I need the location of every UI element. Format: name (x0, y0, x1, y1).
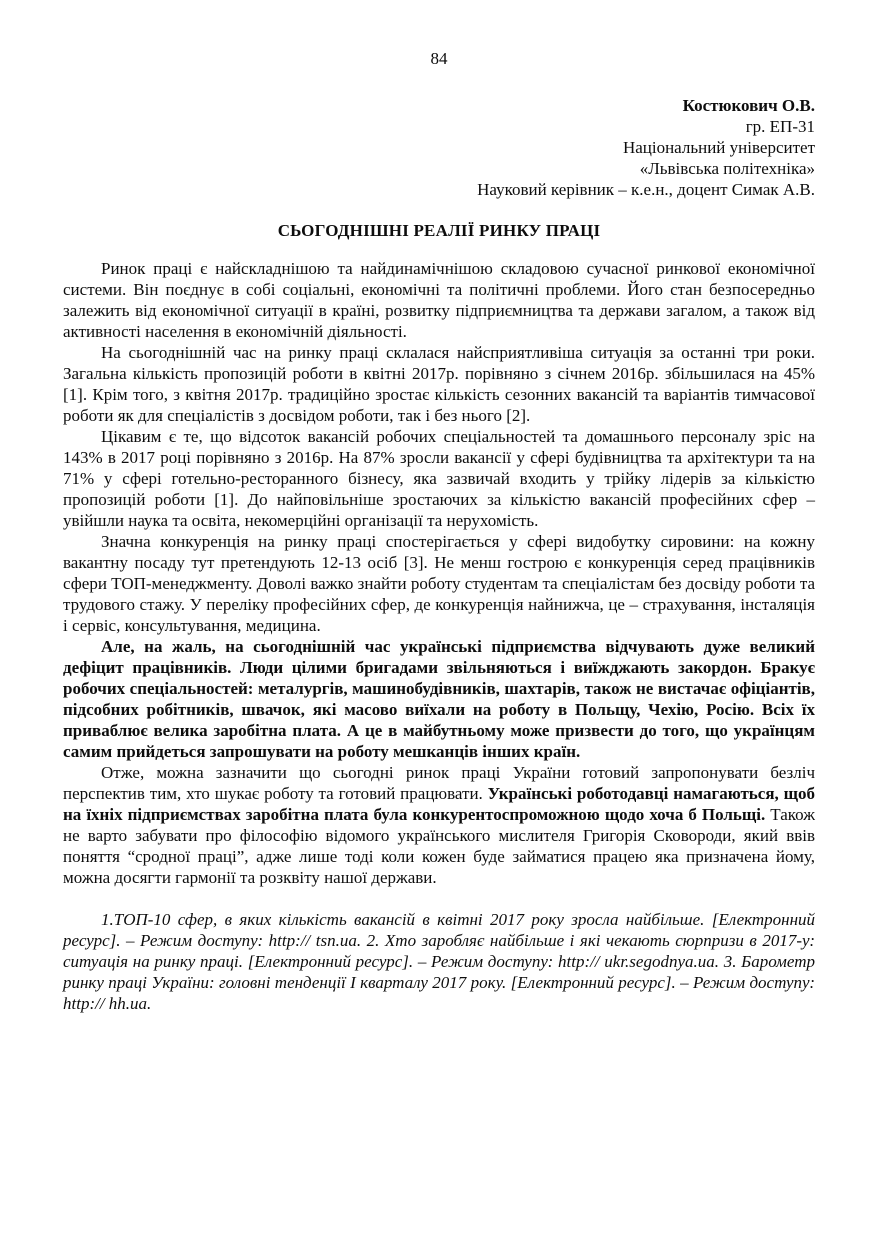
author-group: гр. ЕП-31 (745, 117, 815, 136)
paragraph-current-situation: На сьогоднішній час на ринку праці склалася найсприятливіша ситуація за останні три роки. Загальна кількість пропозицій роботи в квітні 2017р. порівняно з січнем 2016р. збільшилася на 45% [1]. Крім того, з квітня 2017р. традиційно зростає кількість сезонних вакансій та варіантів тимчасової роботи як для спеціалістів з досвідом роботи, так і без нього [2]. (63, 343, 815, 425)
paragraph-vacancy-growth: Цікавим є те, що відсоток вакансій робочих спеціальностей та домашнього персоналу зріс на 143% в 2017 році порівняно з 2016р. На 87% зросли вакансії у сфері будівництва та архітектури та на 71% у сфері готельно-ресторанного бізнесу, яка зазвичай входить у трійку лідерів за кількістю пропозицій роботи [1]. До найповільніше зростаючих за кількістю вакансій професійних сфер – увійшли наука та освіта, некомерційні організації та нерухомість. (63, 427, 815, 530)
author-university-line1: Національний університет (622, 138, 815, 157)
author-block (63, 95, 815, 200)
author-name: Костюкович О.В. (682, 96, 815, 115)
conclusion-regular-end: Також не варто забувати про філософію відомого українського мислителя Григорія Сковороди, який ввів поняття “сродної праці”, адже лише тоді коли кожен буде займатися працею яка призначена йому, можна досягти гармонії та розквіту нашої держави. (63, 805, 815, 887)
paragraph-worker-deficit-bold: Але, на жаль, на сьогоднішній час українські підприємства відчувають дуже великий дефіцит працівників. Люди цілими бригадами звільняються і виїжджають закордон. Бракує робочих спеціальностей: металургів, машинобудівників, шахтарів, також не вистачає офіціантів, підсобних робітників, швачок, які масово виїхали на роботу в Польщу, Чехію, Росію. Всіх їх приваблює велика заробітна плата. А це в майбутньому може призвести до того, що українцям самим прийдеться запрошувати на роботу мешканців інших країн. (63, 637, 815, 761)
article-title: СЬОГОДНІШНІ РЕАЛІЇ РИНКУ ПРАЦІ (277, 221, 601, 240)
author-advisor: Науковий керівник – к.е.н., доцент Симак А.В. (477, 180, 815, 199)
paragraph-market-overview: Ринок праці є найскладнішою та найдинамічнішою складовою сучасної ринкової економічної системи. Він поєднує в собі соціальні, економічні та політичні проблеми. Його стан безпосередньо залежить від економічної ситуації в країні, розвитку підприємництва та держави загалом, а також від активності населення в економічній діяльності. (63, 259, 815, 341)
conclusion-bold-segment: Українські роботодавці намагаються, щоб на їхніх підприємствах заробітна плата була конкурентоспроможною щодо хоча б Польщі. (63, 784, 815, 824)
conclusion-regular-start: Отже, можна зазначити що сьогодні ринок праці України готовий запропонувати безліч перспектив тим, хто шукає роботу та готовий працювати. (63, 763, 815, 803)
references-list: 1.ТОП-10 сфер, в яких кількість вакансій в квітні 2017 року зросла найбільше. [Електронний ресурс]. – Режим доступу: http:// tsn.ua. 2. Хто заробляє найбільше і які чекають сюрпризи в 2017-у: ситуація на ринку праці. [Електронний ресурс]. – Режим доступу: http:// ukr.segodnya.ua. 3. Барометр ринку праці України: головні тенденції І кварталу 2017 року. [Електронний ресурс]. – Режим доступу: http:// hh.ua. (63, 910, 815, 1013)
page-number: 84 (430, 49, 448, 68)
paragraph-conclusion (63, 762, 815, 888)
paragraph-competition: Значна конкуренція на ринку праці спостерігається у сфері видобутку сировини: на кожну вакантну посаду тут претендують 12-13 осіб [3]. Не менш гострою є конкуренція серед працівників сфери ТОП-менеджменту. Доволі важко знайти роботу студентам та спеціалістам без досвіду роботи та трудового стажу. У переліку професійних сфер, де конкуренція найнижча, це – страхування, інсталяція і сервіс, консультування, медицина. (63, 532, 815, 635)
author-university-line2: «Львівська політехніка» (639, 159, 815, 178)
